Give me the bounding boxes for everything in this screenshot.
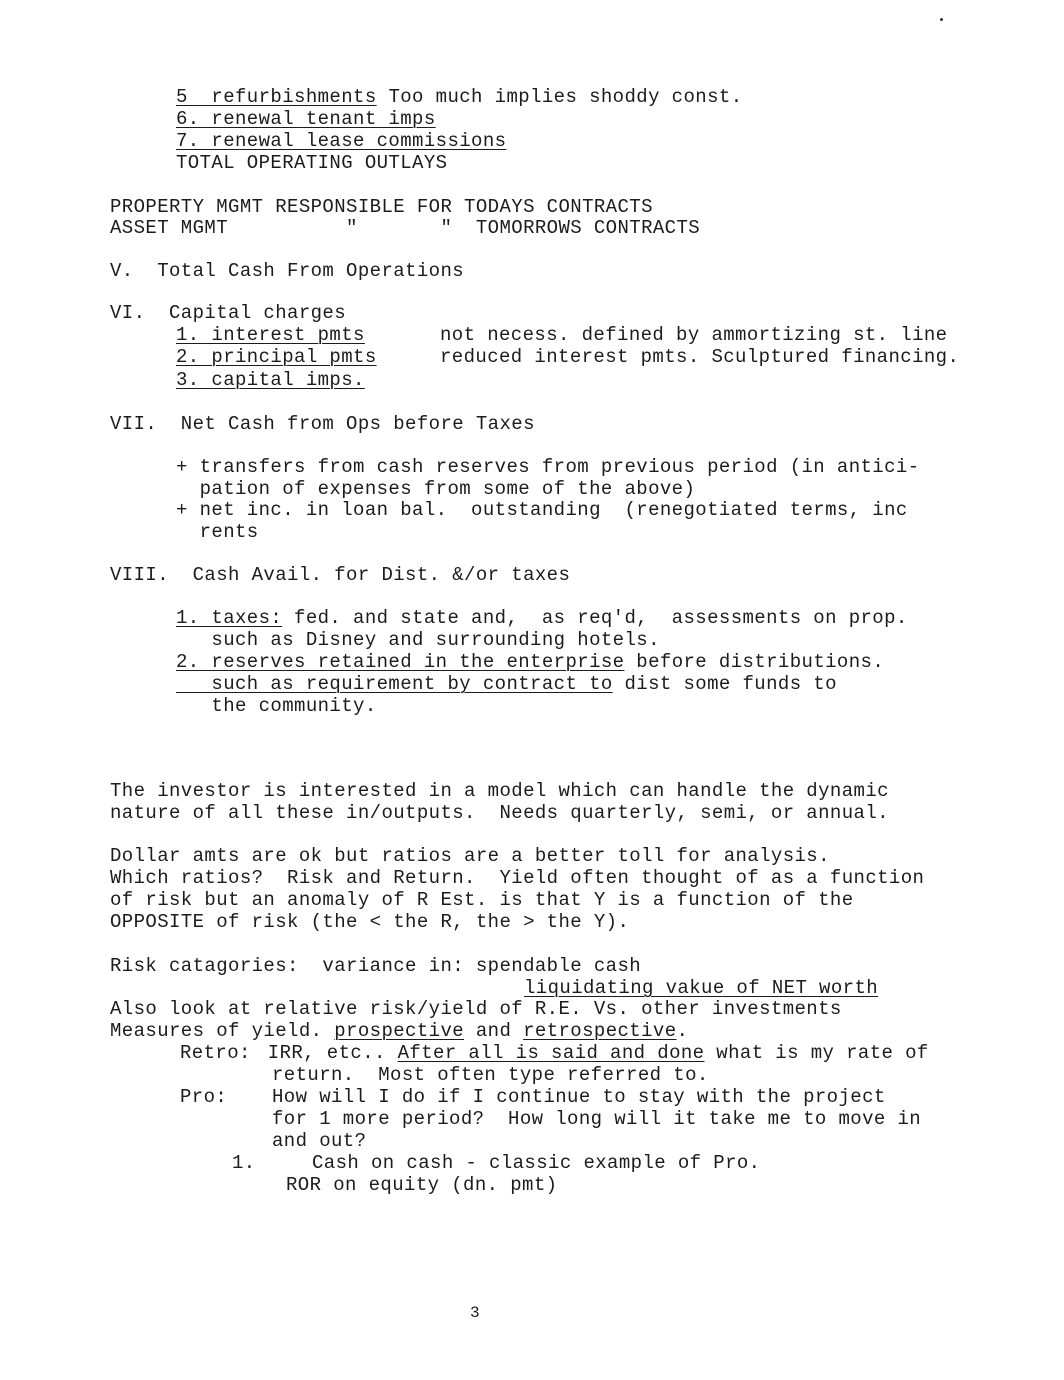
- retro-irr: IRR, etc..: [256, 1042, 398, 1064]
- vii-bullet-2a: + net inc. in loan bal. outstanding (renegotiated terms, inc: [176, 499, 908, 521]
- prospective-term: prospective: [334, 1020, 465, 1042]
- taxes-line-1: [176, 607, 908, 629]
- measures-of-yield-line: [110, 1020, 688, 1042]
- capital-item-3: 3. capital imps.: [176, 369, 365, 391]
- period-text: .: [676, 1020, 689, 1042]
- retrospective-term: retrospective: [523, 1020, 677, 1042]
- vii-bullet-1b: pation of expenses from some of the above): [176, 478, 696, 500]
- retro-rate: what is my rate of: [704, 1042, 929, 1064]
- item-5-label: 5 refurbishments: [176, 86, 377, 108]
- item-5-line: [176, 86, 743, 108]
- reserves-line-3: the community.: [176, 695, 377, 717]
- ratios-line-1: Dollar amts are ok but ratios are a better toll for analysis.: [110, 845, 830, 867]
- risk-line-2: liquidating vakue of NET worth: [524, 977, 879, 999]
- pro-label: Pro:: [180, 1086, 228, 1108]
- section-vii-heading: VII. Net Cash from Ops before Taxes: [110, 413, 535, 435]
- section-v-heading: V. Total Cash From Operations: [110, 260, 465, 282]
- measures-label: Measures of yield.: [110, 1020, 335, 1042]
- asset-mgmt-line: ASSET MGMT " " TOMORROWS CONTRACTS: [110, 217, 701, 239]
- page-number: 3: [470, 1304, 481, 1322]
- reserves-dist-text: dist some funds to: [612, 673, 837, 695]
- reserves-text: before distributions.: [624, 651, 885, 673]
- capital-item-1: 1. interest pmts: [176, 324, 365, 346]
- reserves-label: 2. reserves retained in the enterprise: [176, 651, 625, 673]
- reserves-line-1: [176, 651, 884, 673]
- total-operating-outlays: TOTAL OPERATING OUTLAYS: [176, 152, 448, 174]
- retro-line-2: return. Most often type referred to.: [272, 1064, 709, 1086]
- taxes-line-2: such as Disney and surrounding hotels.: [176, 629, 660, 651]
- risk-line-3: Also look at relative risk/yield of R.E. Vs. other investments: [110, 998, 842, 1020]
- capital-item-2: 2. principal pmts: [176, 346, 377, 368]
- pro-line-3: and out?: [272, 1130, 367, 1152]
- item-6-label: 6. renewal tenant imps: [176, 108, 436, 130]
- taxes-text: fed. and state and, as req'd, assessments on prop.: [282, 607, 908, 629]
- ratios-line-2: Which ratios? Risk and Return. Yield often thought of as a function: [110, 867, 925, 889]
- example-1-text: Cash on cash - classic example of Pro.: [312, 1152, 761, 1174]
- reserves-requirement: such as requirement by contract to: [176, 673, 613, 695]
- vii-bullet-2b: rents: [176, 521, 259, 543]
- retro-after-all: After all is said and done: [397, 1042, 705, 1064]
- section-vi-heading: VI. Capital charges: [110, 302, 347, 324]
- item-5-note: Too much implies shoddy const.: [376, 86, 743, 108]
- section-viii-heading: VIII. Cash Avail. for Dist. &/or taxes: [110, 564, 571, 586]
- pro-line-2: for 1 more period? How long will it take me to move in: [272, 1108, 922, 1130]
- retro-label: Retro:: [180, 1042, 251, 1064]
- property-mgmt-line: PROPERTY MGMT RESPONSIBLE FOR TODAYS CONTRACTS: [110, 196, 653, 218]
- vii-bullet-1a: + transfers from cash reserves from previous period (in antici-: [176, 456, 920, 478]
- investor-line-2: nature of all these in/outputs. Needs quarterly, semi, or annual.: [110, 802, 889, 824]
- item-7-label: 7. renewal lease commissions: [176, 130, 507, 152]
- speck-mark: [940, 18, 943, 21]
- capital-note-2: reduced interest pmts. Sculptured financing.: [440, 346, 960, 368]
- and-text: and: [464, 1020, 524, 1042]
- risk-line-1: Risk catagories: variance in: spendable cash: [110, 955, 642, 977]
- ratios-line-3: of risk but an anomaly of R Est. is that Y is a function of the: [110, 889, 854, 911]
- investor-line-1: The investor is interested in a model which can handle the dynamic: [110, 780, 889, 802]
- retro-line-1: [256, 1042, 929, 1064]
- taxes-label: 1. taxes:: [176, 607, 283, 629]
- capital-note-1: not necess. defined by ammortizing st. line: [440, 324, 948, 346]
- ratios-line-4: OPPOSITE of risk (the < the R, the > the Y).: [110, 911, 630, 933]
- reserves-line-2: [176, 673, 837, 695]
- example-1-sub: ROR on equity (dn. pmt): [286, 1174, 558, 1196]
- pro-line-1: How will I do if I continue to stay with the project: [272, 1086, 886, 1108]
- example-1-number: 1.: [232, 1152, 256, 1174]
